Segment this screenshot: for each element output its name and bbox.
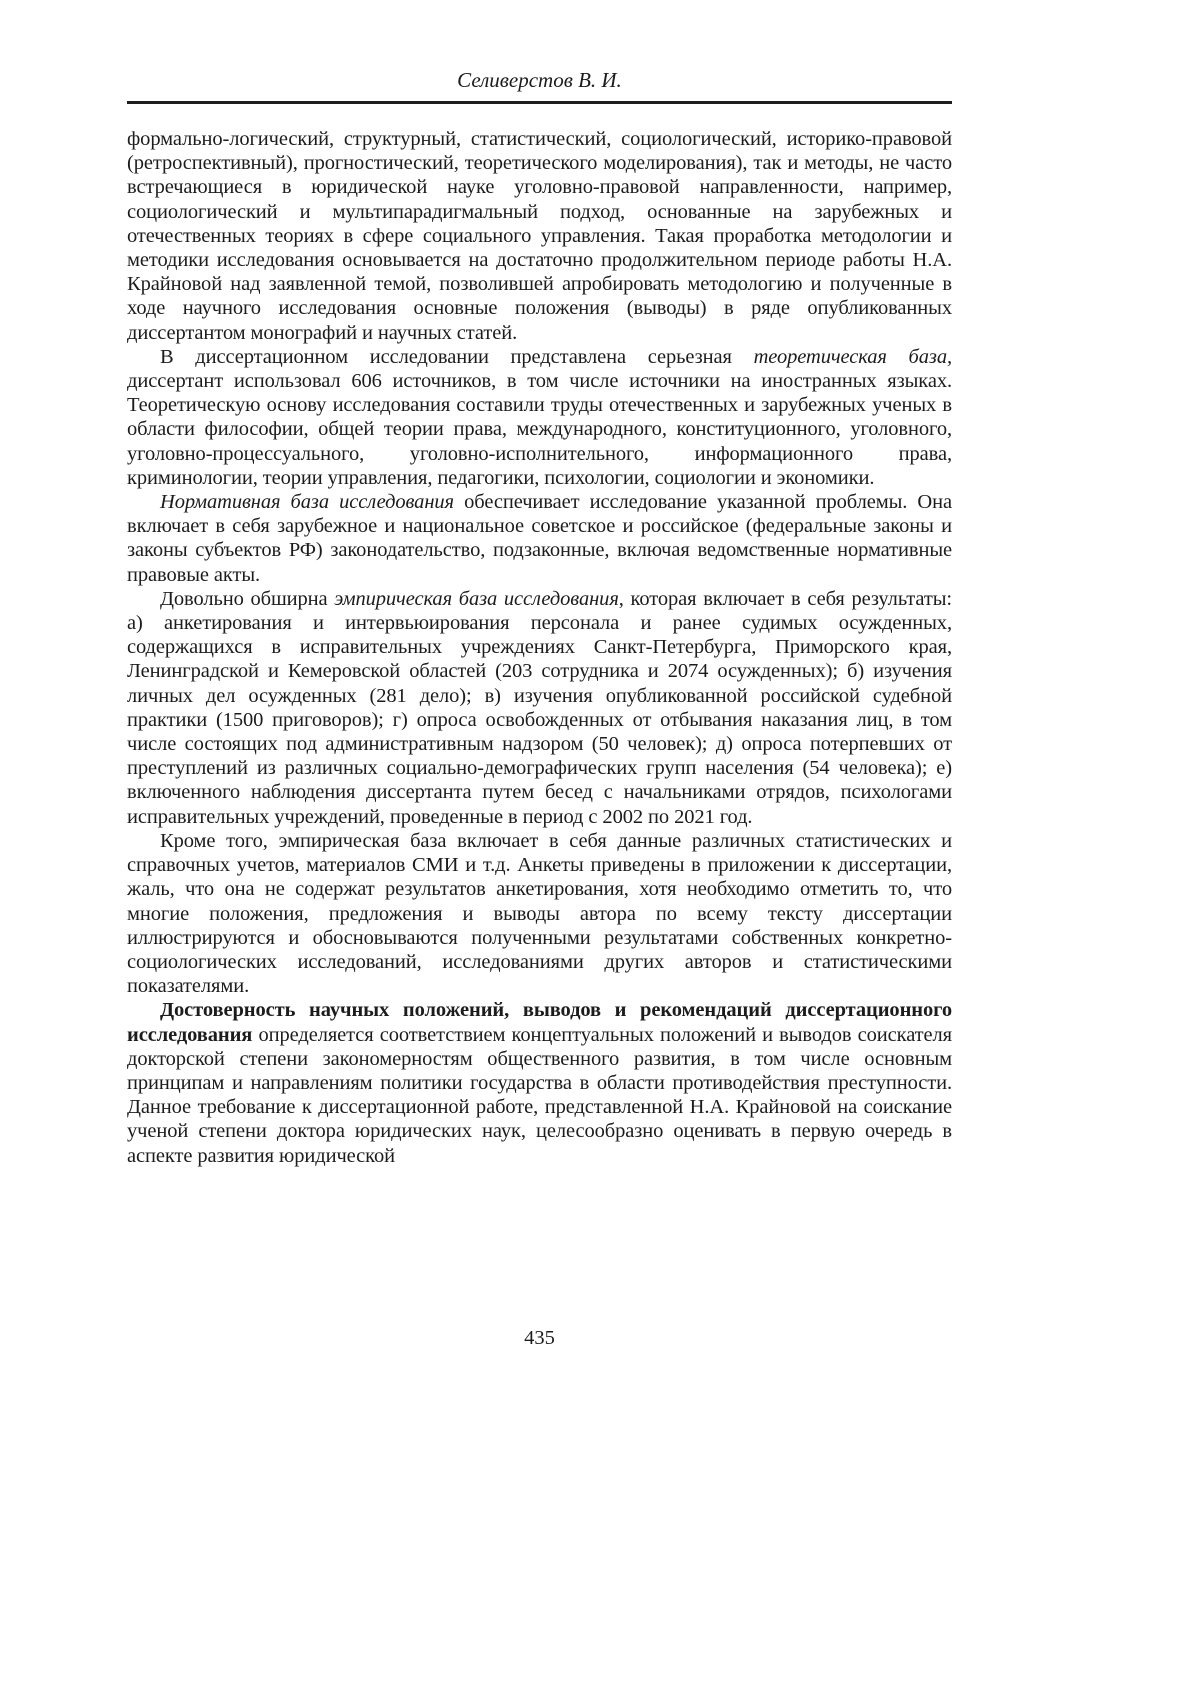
text-run-normal: обеспечивает исследование указанной проблемы. Она включает в себя зарубежное и национальное советское и российское (федеральные законы и законы субъектов РФ) законодательство, подзаконные, включая ведомственные нормативные правовые акты. xyxy=(127,491,952,586)
page-number: 435 xyxy=(524,1327,555,1349)
text-run-italic: теоретическая база, xyxy=(753,345,952,368)
paragraph xyxy=(127,587,952,829)
text-run-normal: диссертант использовал 606 источников, в том числе источники на иностранных языках. Теоретическую основу исследования составили труды отечественных и зарубежных ученых в области философии, общей теории права, международного, конституционного, уголовного, уголовно-процессуального, уголовно-исполнительного, информационного права, криминологии, теории управления, педагогики, психологии, социологии и экономики. xyxy=(127,370,952,489)
header-rule xyxy=(127,101,952,104)
paragraph xyxy=(127,490,952,587)
text-run-normal: Довольно обширна xyxy=(160,587,335,610)
text-run-italic: эмпирическая база исследования xyxy=(334,587,619,610)
text-run-normal: В диссертационном исследовании представлена серьезная xyxy=(160,345,754,368)
text-run-normal: определяется соответствием концептуальных положений и выводов соискателя докторской степени закономерностям общественного развития, в том числе основным принципам и направлениям политики государства в области противодействия преступности. Данное требование к диссертационной работе, представленной Н.А. Крайновой на соискание ученой степени доктора юридических наук, целесообразно оценивать в первую очередь в аспекте развития юридической xyxy=(127,1023,952,1167)
text-run-normal: формально-логический, структурный, статистический, социологический, историко-правовой (ретроспективный), прогностический, теоретического моделирования), так и методы, не часто встречающиеся в юридической науке уголовно-правовой направленности, например, социологический и мультипарадигмальный подход, основанные на зарубежных и отечественных теориях в сфере социального управления. Такая проработка методологии и методики исследования основывается на достаточно продолжительном периоде работы Н.А. Крайновой над заявленной темой, позволившей апробировать методологию и полученные в ходе научного исследования основные положения (выводы) в ряде опубликованных диссертантом монографий и научных статей. xyxy=(127,128,952,344)
text-run-normal: , которая включает в себя результаты: а) анкетирования и интервьюирования персонала и ранее судимых осужденных, содержащихся в исправительных учреждениях Санкт-Петербурга, Приморского края, Ленинградской и Кемеровской областей (203 сотрудника и 2074 осужденных); б) изучения личных дел осужденных (281 дело); в) изучения опубликованной российской судебной практики (1500 приговоров); г) опроса освобожденных от отбывания наказания лиц, в том числе состоящих под административным надзором (50 человек); д) опроса потерпевших от преступлений из различных социально-демографических групп населения (54 человека); е) включенного наблюдения диссертанта путем бесед с начальниками отрядов, психологами исправительных учреждений, проведенные в период с 2002 по 2021 год. xyxy=(127,587,952,828)
paragraph xyxy=(127,829,952,998)
running-header-author: Селиверстов В. И. xyxy=(457,68,622,92)
paragraph xyxy=(127,127,952,345)
paragraph xyxy=(127,345,952,490)
text-run-normal: Кроме того, эмпирическая база включает в себя данные различных статистических и справочных учетов, материалов СМИ и т.д. Анкеты приведены в приложении к диссертации, жаль, что она не содержат результатов анкетирования, хотя необходимо отметить то, что многие положения, предложения и выводы автора по всему тексту диссертации иллюстрируются и обосновываются полученными результатами собственных конкретно-социологических исследований, исследованиями других авторов и статистическими показателями. xyxy=(127,829,952,998)
text-run-italic: Нормативная база исследования xyxy=(160,491,454,514)
text-run-bold: Достоверность научных положений, выводов и рекомендаций диссертационного исследования xyxy=(127,999,952,1046)
page-body xyxy=(127,127,952,1168)
paragraph xyxy=(127,998,952,1167)
